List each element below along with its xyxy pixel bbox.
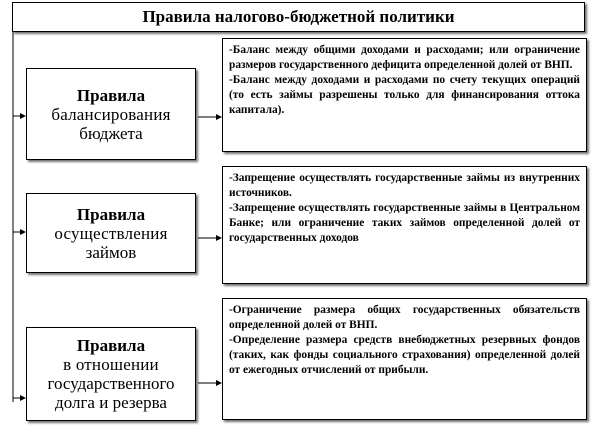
rule-box-debt-reserve — [26, 327, 196, 421]
description-item: -Баланс между доходами и расходами по счету текущих операций (то есть займы разрешены только для финансирования оттока капитала). — [229, 74, 580, 116]
rule-line: Правила — [76, 85, 146, 105]
rule-line: долга и резерва — [55, 393, 167, 412]
description-box-budget-balancing — [222, 38, 587, 152]
description-item: -Определение размера средств внебюджетных резервных фондов (таких, как фонды социального страхования) определенной долей от ежегодных отчислений от прибыли. — [229, 334, 580, 376]
description-item: -Баланс между общими доходами и расходами; или ограничение размеров государственного дефицита определенной долей от ВНП. — [229, 44, 580, 71]
description-item: -Ограничение размера общих государственных обязательств определенной долей от ВНП. — [229, 304, 580, 331]
rule-line: балансирования — [51, 104, 171, 124]
rule-box-budget-balancing — [26, 68, 196, 160]
description-item: -Запрещение осуществлять государственные займы в Центральном Банке; или ограничение таких займов определенной долей от государственных доходов — [229, 202, 580, 244]
description-item: -Запрещение осуществлять государственные займы из внутренних источников. — [229, 172, 580, 199]
rule-line: осуществления — [54, 223, 168, 243]
rule-line: Правила — [76, 336, 146, 355]
rule-line: Правила — [76, 204, 146, 224]
description-box-debt-reserve — [222, 298, 587, 420]
description-box-borrowing — [222, 166, 587, 284]
diagram-title: Правила налогово-бюджетной политики — [12, 2, 585, 32]
rule-box-borrowing — [26, 193, 196, 273]
rule-line: в отношении — [63, 355, 159, 374]
rule-line: государственного — [47, 374, 175, 393]
rule-line: бюджета — [79, 123, 143, 143]
rule-line: займов — [85, 242, 137, 262]
